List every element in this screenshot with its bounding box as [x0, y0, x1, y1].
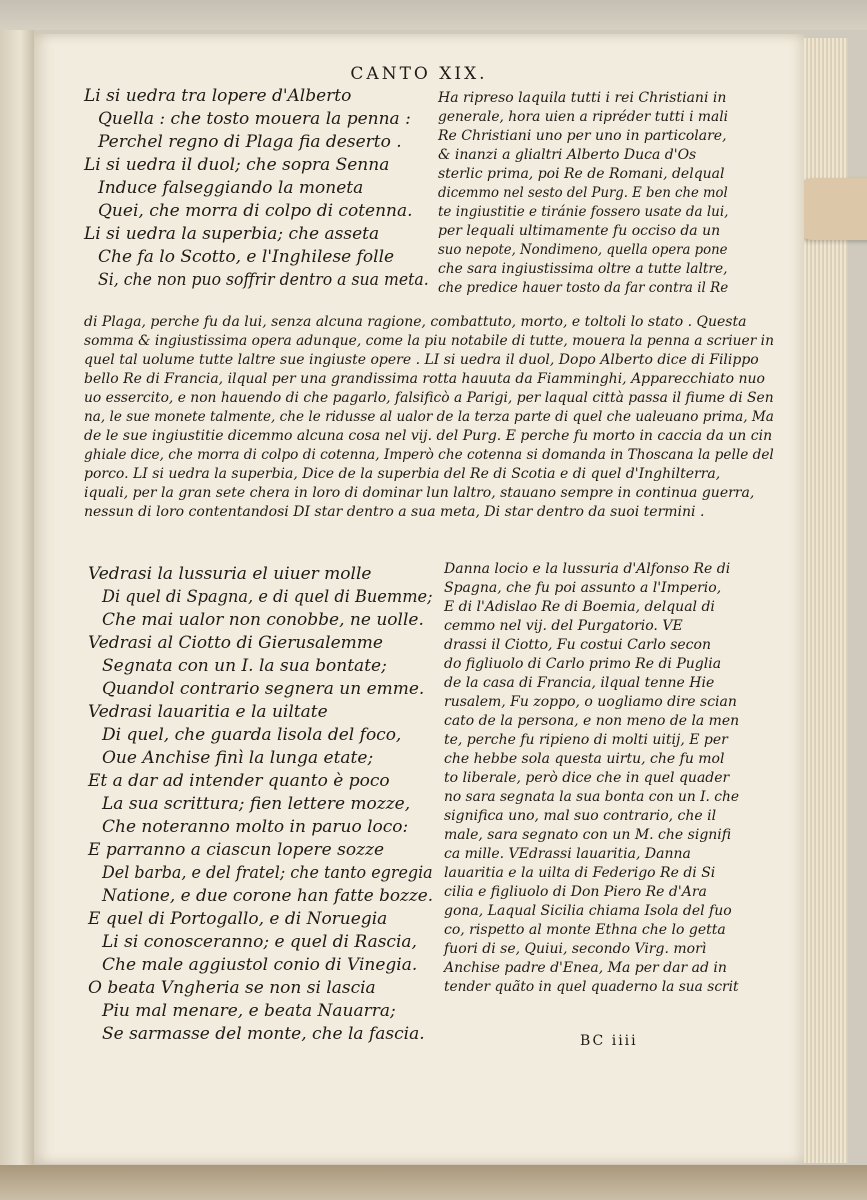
- verse-line: O beata Vngheria se non si lascia: [88, 978, 376, 998]
- verse-line: Oue Anchise finì la lunga etate;: [102, 748, 374, 768]
- verse-line: Che noteranno molto in paruo loco:: [102, 817, 409, 837]
- commentary-line: ghiale dice, che morra di colpo di cotenna, Imperò che cotenna si domanda in Thoscana la pelle del: [84, 447, 774, 463]
- commentary-line: di Plaga, perche fu da lui, senza alcuna ragione, combattuto, morto, e toltoli lo stato . Questa: [84, 314, 747, 330]
- commentary-line: tender quãto in quel quaderno la sua scrit: [444, 979, 739, 995]
- commentary-line: na, le sue monete talmente, che le ridusse al ualor de la terza parte di quel che ualeuano prima, Ma: [84, 409, 774, 425]
- commentary-line: E di l'Adislao Re di Boemia, delqual di: [444, 599, 715, 615]
- commentary-line: male, sara segnato con un M. che signifi: [444, 827, 732, 843]
- verse-line: Li si conosceranno; e quel di Rascia,: [102, 932, 417, 952]
- commentary-line: suo nepote, Nondimeno, quella opera pone: [438, 242, 728, 258]
- verse-line: Quei, che morra di colpo di cotenna.: [98, 201, 413, 221]
- commentary-line: porco. LI si uedra la superbia, Dice de la superbia del Re di Scotia e di quel d'Inghilterra,: [84, 466, 721, 482]
- commentary-line: che sara ingiustissima oltre a tutte laltre,: [438, 261, 728, 277]
- commentary-line: quel tal uolume tutte laltre sue ingiuste opere . LI si uedra il duol, Dopo Alberto dice di Filippo: [84, 352, 759, 368]
- background-top-edge: [0, 0, 867, 30]
- commentary-line: Re Christiani uno per uno in particolare,: [438, 128, 727, 144]
- verse-line: Et a dar ad intender quanto è poco: [88, 771, 390, 791]
- commentary-line: gona, Laqual Sicilia chiama Isola del fuo: [444, 903, 732, 919]
- commentary-line: do figliuolo di Carlo primo Re di Puglia: [444, 656, 722, 672]
- commentary-line: ca mille. VEdrassi lauaritia, Danna: [444, 846, 691, 862]
- verse-line: Piu mal menare, e beata Nauarra;: [102, 1001, 396, 1021]
- verse-line: Vedrasi al Ciotto di Gierusalemme: [88, 633, 383, 653]
- verse-line: E parranno a ciascun lopere sozze: [88, 840, 385, 860]
- commentary-line: somma & ingiustissima opera adunque, come la piu notabile di tutte, mouera la penna a scriuer in: [84, 333, 774, 349]
- commentary-line: generale, hora uien a ripréder tutti i mali: [438, 109, 729, 125]
- commentary-line: nessun di loro contentandosi DI star dentro a sua meta, Di star dentro da suoi termini .: [84, 504, 705, 520]
- commentary-line: iquali, per la gran sete chera in loro di dominar lun laltro, stauano sempre in continua guerra,: [84, 485, 755, 501]
- verse-line: Si, che non puo soffrir dentro a sua meta.: [98, 270, 429, 290]
- verse-line: Se sarmasse del monte, che la fascia.: [102, 1024, 425, 1044]
- commentary-line: per lequali ultimamente fu occiso da un: [438, 223, 721, 239]
- book-page: [34, 34, 804, 1164]
- commentary-line: Anchise padre d'Enea, Ma per dar ad in: [444, 960, 727, 976]
- verse-line: Segnata con un I. la sua bontate;: [102, 656, 387, 676]
- commentary-line: Ha ripreso laquila tutti i rei Christiani in: [438, 90, 727, 106]
- commentary-line: bello Re di Francia, ilqual per una grandissima rotta hauuta da Fiamminghi, Apparecchiato nuo: [84, 371, 765, 387]
- verse-line: Del barba, e del fratel; che tanto egregia: [102, 863, 433, 883]
- book-cover-bottom: [0, 1165, 867, 1200]
- commentary-line: no sara segnata la sua bonta con un I. che: [444, 789, 740, 805]
- verse-line: Quella : che tosto mouera la penna :: [98, 109, 411, 129]
- commentary-line: che predice hauer tosto da far contra il Re: [438, 280, 729, 296]
- commentary-line: lauaritia e la uilta di Federigo Re di Si: [444, 865, 716, 881]
- verse-line: Che mai ualor non conobbe, ne uolle.: [102, 610, 424, 630]
- verse-line: Vedrasi la lussuria el uiuer molle: [88, 564, 372, 584]
- verse-line: E quel di Portogallo, e di Noruegia: [88, 909, 388, 929]
- commentary-line: Spagna, che fu poi assunto a l'Imperio,: [444, 580, 722, 596]
- commentary-line: Danna locio e la lussuria d'Alfonso Re di: [444, 561, 731, 577]
- verse-line: La sua scrittura; fien lettere mozze,: [102, 794, 411, 814]
- commentary-line: cilia e figliuolo di Don Piero Re d'Ara: [444, 884, 707, 900]
- commentary-line: co, rispetto al monte Ethna che lo getta: [444, 922, 726, 938]
- signature-mark: BC iiii: [580, 1033, 638, 1049]
- commentary-line: drassi il Ciotto, Fu costui Carlo secon: [444, 637, 711, 653]
- verse-line: Induce falseggiando la moneta: [98, 178, 364, 198]
- commentary-line: che hebbe sola questa uirtu, che fu mol: [444, 751, 725, 767]
- commentary-line: te ingiustitie e tiránie fossero usate da lui,: [438, 204, 729, 220]
- commentary-line: cemmo nel vij. del Purgatorio. VE: [444, 618, 683, 634]
- verse-line: Quandol contrario segnera un emme.: [102, 679, 425, 699]
- commentary-line: de la casa di Francia, ilqual tenne Hie: [444, 675, 715, 691]
- commentary-line: & inanzi a glialtri Alberto Duca d'Os: [438, 147, 697, 163]
- commentary-line: dicemmo nel sesto del Purg. E ben che mol: [438, 185, 728, 201]
- commentary-line: cato de la persona, e non meno de la men: [444, 713, 740, 729]
- commentary-line: uo essercito, e non hauendo di che pagarlo, falsificò a Parigi, per laqual città passa il fiume di Sen: [84, 390, 774, 406]
- commentary-line: de le sue ingiustitie dicemmo alcuna cosa nel vij. del Purg. E perche fu morto in caccia da un cin: [84, 428, 773, 444]
- verse-line: Li si uedra il duol; che sopra Senna: [84, 155, 390, 175]
- commentary-line: te, perche fu ripieno di molti uitij, E per: [444, 732, 728, 748]
- commentary-line: sterlic prima, poi Re de Romani, delqual: [438, 166, 725, 182]
- verse-line: Li si uedra la superbia; che asseta: [84, 224, 380, 244]
- verse-line: Li si uedra tra lopere d'Alberto: [84, 86, 352, 106]
- verse-line: Di quel, che guarda lisola del foco,: [102, 725, 402, 745]
- commentary-line: fuori di se, Quiui, secondo Virg. morì: [444, 941, 707, 957]
- commentary-line: rusalem, Fu zoppo, o uogliamo dire scian: [444, 694, 737, 710]
- commentary-line: significa uno, mal suo contrario, che il: [444, 808, 717, 824]
- verse-line: Vedrasi lauaritia e la uiltate: [88, 702, 328, 722]
- canto-header: CANTO XIX.: [350, 64, 488, 84]
- verse-line: Che fa lo Scotto, e l'Inghilese folle: [98, 247, 395, 267]
- verse-line: Perchel regno di Plaga fia deserto .: [98, 132, 402, 152]
- commentary-line: to liberale, però dice che in quel quader: [444, 770, 730, 786]
- verse-line: Di quel di Spagna, e di quel di Buemme;: [102, 587, 433, 607]
- verse-line: Che male aggiustol conio di Vinegia.: [102, 955, 418, 975]
- book-spine-left: [0, 30, 34, 1170]
- verse-line: Natione, e due corone han fatte bozze.: [102, 886, 434, 906]
